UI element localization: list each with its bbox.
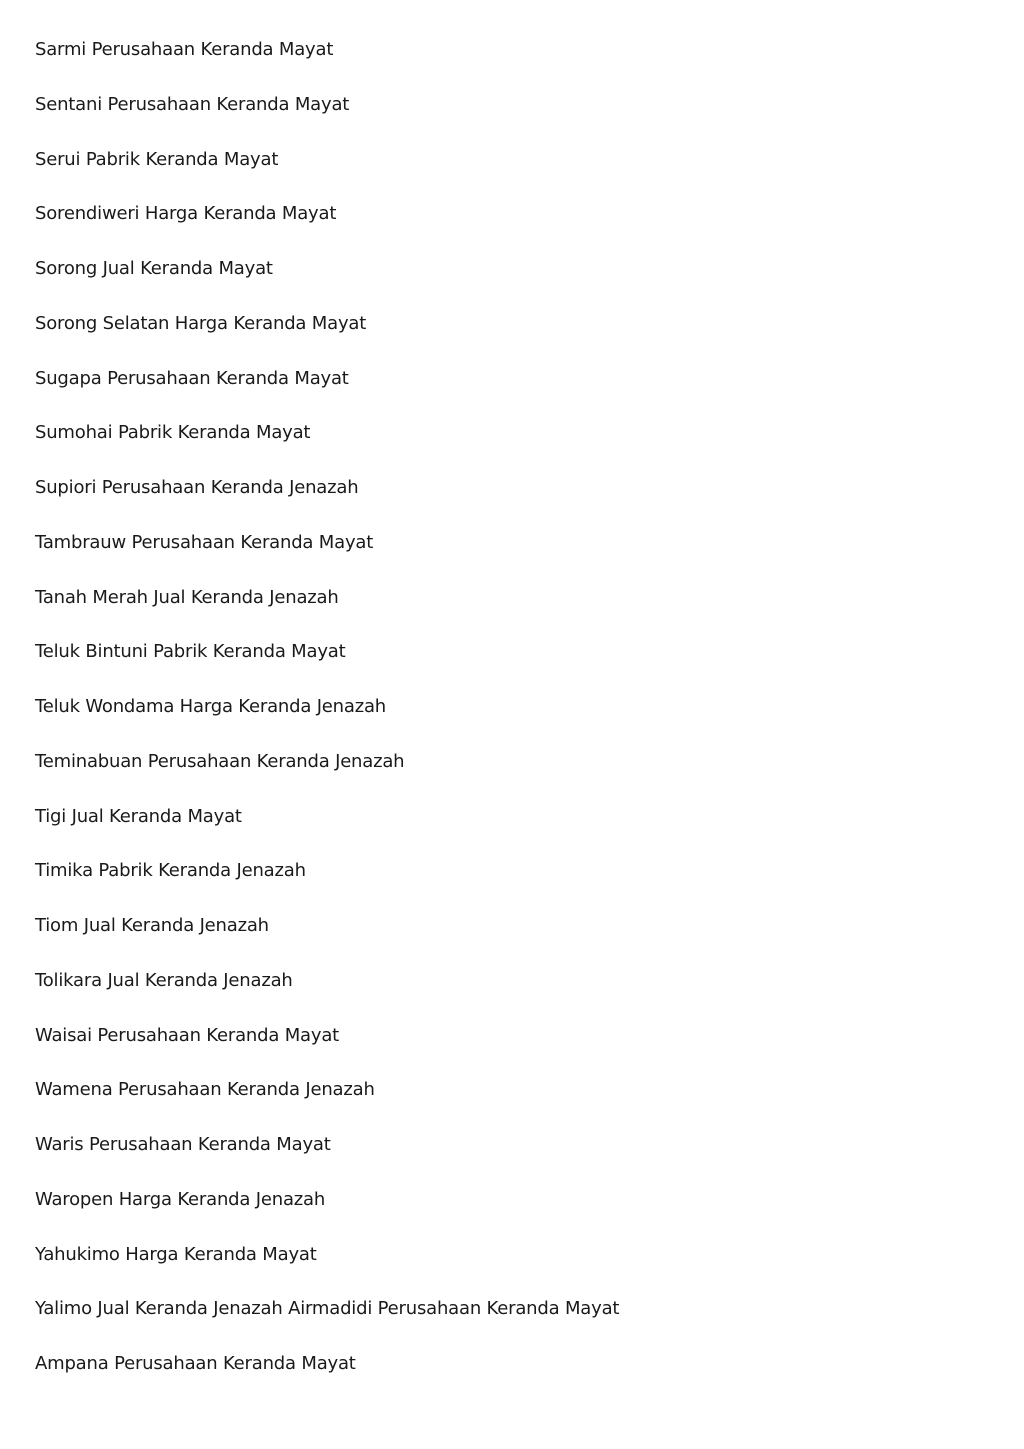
text-line: Tiom Jual Keranda Jenazah xyxy=(35,915,269,936)
text-line: Wamena Perusahaan Keranda Jenazah xyxy=(35,1079,375,1101)
text-line: Teminabuan Perusahaan Keranda Jenazah xyxy=(35,750,405,772)
text-line: Waris Perusahaan Keranda Mayat xyxy=(35,1134,331,1155)
text-line-list xyxy=(35,36,995,1405)
text-line: Sorendiweri Harga Keranda Mayat xyxy=(35,203,337,225)
text-line: Sumohai Pabrik Keranda Mayat xyxy=(35,422,311,444)
text-line: Sentani Perusahaan Keranda Mayat xyxy=(35,93,350,115)
text-line: Sorong Selatan Harga Keranda Mayat xyxy=(35,312,367,334)
text-line: Sugapa Perusahaan Keranda Mayat xyxy=(35,367,349,389)
text-line: Yahukimo Harga Keranda Mayat xyxy=(35,1243,317,1265)
text-line: Teluk Wondama Harga Keranda Jenazah xyxy=(35,696,387,717)
text-line: Teluk Bintuni Pabrik Keranda Mayat xyxy=(35,641,346,663)
text-line: Supiori Perusahaan Keranda Jenazah xyxy=(35,477,359,498)
text-line: Waropen Harga Keranda Jenazah xyxy=(35,1188,326,1210)
text-line: Timika Pabrik Keranda Jenazah xyxy=(35,860,306,882)
text-line: Tolikara Jual Keranda Jenazah xyxy=(35,969,293,991)
text-line: Tanah Merah Jual Keranda Jenazah xyxy=(35,586,339,608)
text-line: Sorong Jual Keranda Mayat xyxy=(35,258,273,279)
text-line: Tigi Jual Keranda Mayat xyxy=(35,805,242,827)
text-line: Sarmi Perusahaan Keranda Mayat xyxy=(35,39,334,60)
text-line: Tambrauw Perusahaan Keranda Mayat xyxy=(35,531,374,553)
text-line: Serui Pabrik Keranda Mayat xyxy=(35,148,279,170)
text-line: Waisai Perusahaan Keranda Mayat xyxy=(35,1024,340,1046)
text-line: Yalimo Jual Keranda Jenazah Airmadidi Perusahaan Keranda Mayat xyxy=(35,1298,620,1320)
text-line: Ampana Perusahaan Keranda Mayat xyxy=(35,1353,356,1374)
